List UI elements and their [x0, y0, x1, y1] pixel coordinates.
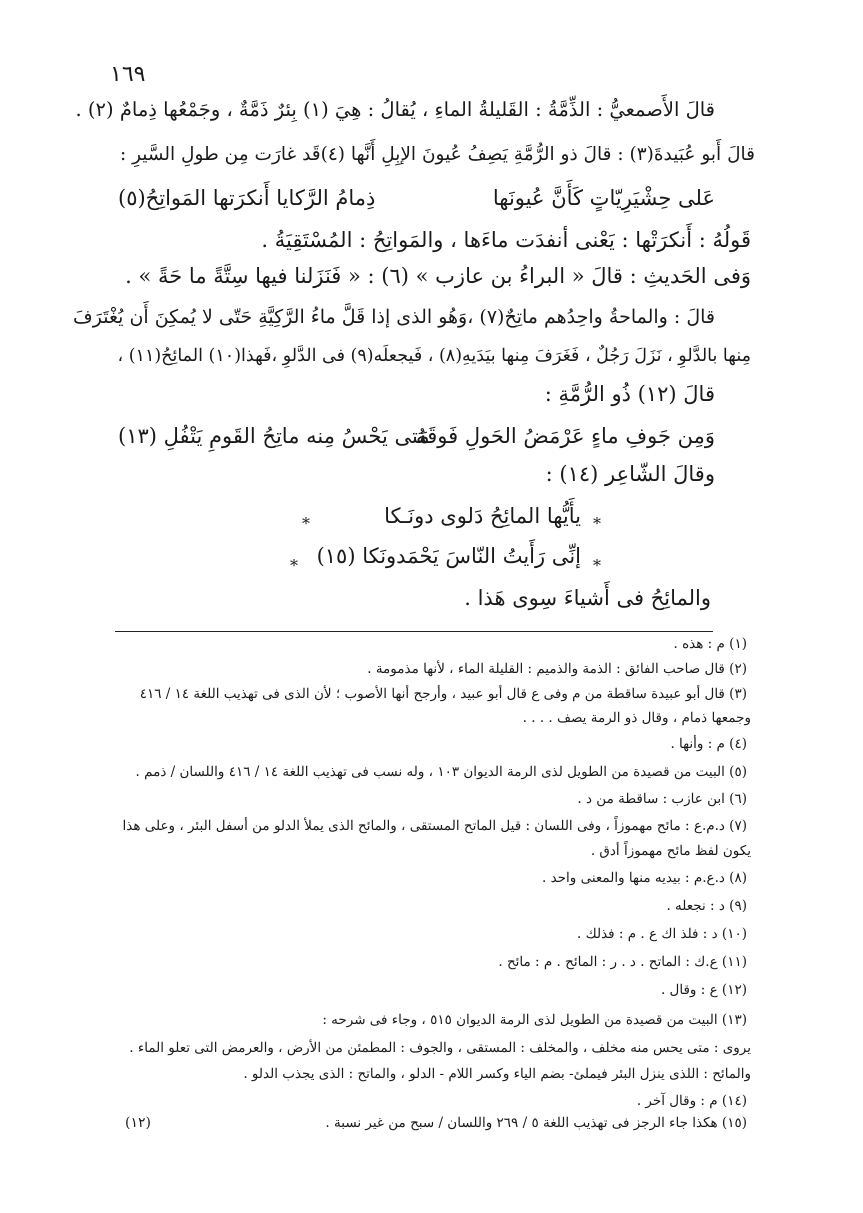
footnote-2: (٢) قال صاحب الفائق : الذمة والذميم : القليلة الماء ، لأنها مذمومة . [367, 661, 747, 677]
footnote-14: (١٤) م : وقال آخر . [636, 1093, 747, 1109]
verse2-second-hemistich: مَتى يَحْسُ مِنه ماتِحُ القَومِ يَتْفُلِ (١٣) [118, 424, 430, 448]
body-line-6: مِنها بالدَّلوِ ، نَزَلَ رَجُلٌ ، فَغَرَفَ مِنها بيَدَيهِ(٨) ، فَيجعلَه(٩) فى الدَّلوِ ،فَهذا(١٠) المائِحُ(١١) ، [117, 346, 751, 366]
footnote-3-cont: وجمعها ذمام ، وقال ذو الرمة يصف . . . . [522, 710, 751, 726]
verse1-second-hemistich: ذِمامُ الرَّكايا أَنكرَتها المَواتِحُ(٥) [118, 186, 376, 210]
footnote-15: (١٥) هكذا جاء الرجز فى تهذيب اللغة ٥ / ٢٦٩ واللسان / سبح من غير نسبة . [325, 1115, 747, 1131]
footnote-5: (٥) البيت من قصيدة من الطويل لذى الرمة الديوان ١٠٣ ، وله نسب فى تهذيب اللغة ١٤ / ٤١٦ واللسان / ذمم . [135, 764, 747, 780]
page-number: ١٦٩ [110, 62, 146, 87]
body-line-7: قالَ (١٢) ذُو الرُّمَّةِ : [544, 382, 715, 406]
footnote-13-cont-1: يروى : متى يحس منه مخلف ، والمخلف : المستقى ، والجوف : المطمئن من الأرض ، والعرمض التى تعلو الماء . [129, 1040, 751, 1056]
footnote-10: (١٠) د : فلذ اك ع . م : فذلك . [577, 926, 747, 942]
rajaz-line-2: إنِّى رَأَيتُ النّاسَ يَحْمَدونَكا (١٥) [316, 544, 581, 568]
rajaz-star-left-2: * [290, 556, 298, 575]
footnote-4: (٤) م : وأنها . [670, 736, 747, 752]
footnote-divider [115, 631, 713, 632]
footnote-9: (٩) د : نجعله . [666, 898, 747, 914]
footnote-13-cont-2: والمائح : اللذى ينزل البئر فيملئ- بضم الياء وكسر اللام - الدلو ، والماتح : الذى يجذب الدلو . [243, 1066, 751, 1082]
verse1-first-hemistich: عَلى حِشْيَرِيّاتٍ كَأَنَّ عُيونَها [492, 186, 715, 210]
footnote-3: (٣) قال أبو عبيدة ساقطة من م وفى ع قال أبو عبيد ، وأرجح أنها الأصوب ؛ لأن الذى فى تهذيب اللغة ١٤ / ٤١٦ [139, 686, 747, 702]
rajaz-line-1: يأَيُّها المائِحُ دَلوى دونَـكا [384, 504, 581, 528]
body-line-5: قالَ : والماحةُ واحِدُهم ماتِحٌ(٧) ،وَهُو الذى إذا قَلَّ ماءُ الرَّكِيَّةِ حَتّى لا يُمكِنَ أَن يُغْتَرَفَ [73, 306, 715, 328]
body-line-8: وقالَ الشّاعِر (١٤) : [545, 462, 715, 486]
footnote-13: (١٣) البيت من قصيدة من الطويل لذى الرمة الديوان ٥١٥ ، وجاء فى شرحه : [322, 1012, 747, 1028]
body-line-2: قالَ أَبو عُبَيدةَ(٣) : قالَ ذو الرُّمَّةِ يَصِفُ عُيونَ الإبِلِ أَنَّها (٤)قَد غارَت مِن طولِ السَّيرِ : [119, 144, 755, 165]
body-line-1: قالَ الأَصمعيُّ : الذِّمَّةُ : القَليلةُ الماءِ ، يُقالُ : هِيَ (١) بِئرٌ ذَمَّةٌ ، وجَمْعُها ذِمامٌ (٢) . [75, 98, 715, 121]
footnote-8: (٨) د.ع.م : بيديه منها والمعنى واحد . [542, 870, 747, 886]
rajaz-star-left-1: * [302, 514, 310, 533]
rajaz-star-right-1: * [593, 514, 601, 533]
footnote-12: (١٢) ع : وقال . [660, 982, 747, 998]
footnote-6: (٦) ابن عازب : ساقطة من د . [577, 791, 747, 807]
rajaz-star-right-2: * [593, 556, 601, 575]
body-line-4: وَفى الحَديثِ : قالَ « البراءُ بن عازب » (٦) : « فَنَزَلنا فيها سِتَّةً ما حَةً » . [125, 264, 751, 288]
footnote-7: (٧) د.م.ع : مائح مهموزاً ، وفى اللسان : قيل الماتح المستقى ، والمائح الذى يملأ الدلو من أسفل البئر ، وعلى هذا [122, 818, 747, 834]
footnote-7-cont: يكون لفظ مائح مهموزاً أدق . [590, 843, 751, 859]
verse2-first-hemistich: وَمِن جَوفِ ماءٍ عَرْمَضُ الحَولِ فَوقَهُ [415, 424, 715, 448]
printer-signature: (١٢) [125, 1115, 151, 1131]
footnote-11: (١١) ع.ك : الماتح . د . ر : المائح . م : مائح . [498, 954, 747, 970]
body-line-9: والمائِحُ فى أَشياءَ سِوى هَذا . [464, 586, 711, 610]
footnote-1: (١) م : هذه . [673, 636, 747, 652]
body-line-3: قَولُهُ : أَنكرَتْها : يَعْنى أنفدَت ماءَها ، والمَواتِحُ : المُسْتَقِيَةُ . [261, 228, 751, 252]
